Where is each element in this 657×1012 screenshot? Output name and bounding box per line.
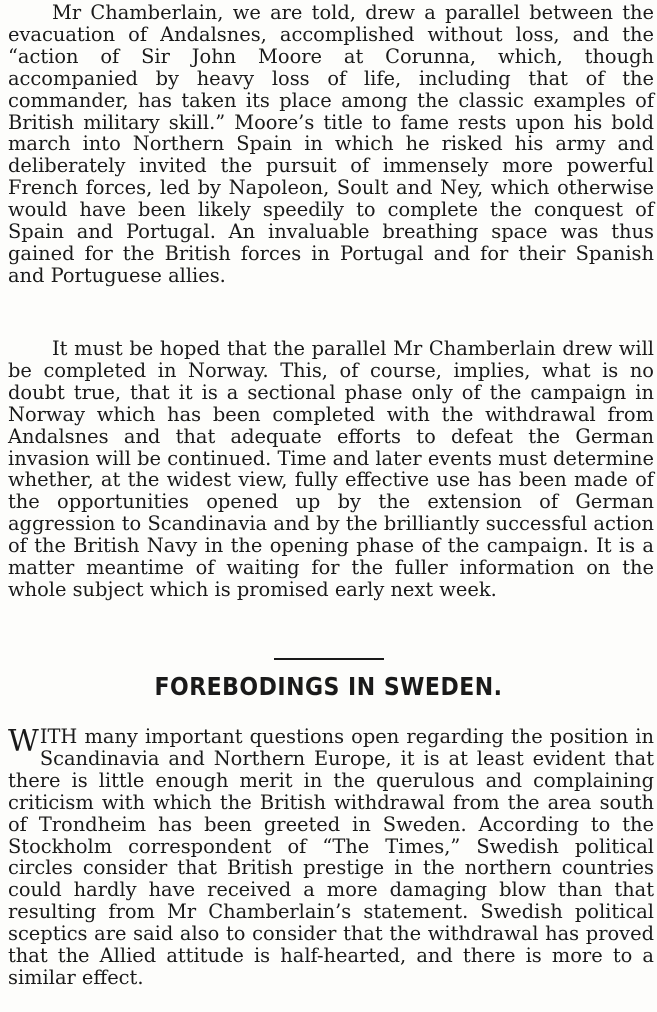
article-heading: FOREBODINGS IN SWEDEN. (154, 673, 503, 702)
paragraph-norway-campaign: It must be hoped that the parallel Mr Chamberlain drew will be completed in Norway. This, of course, implies, what is no doubt true, that it is a sectional phase only of the campaign in Norway which has been completed with the withdrawal from Andalsnes and that adequate efforts to defeat the German invasion will be continued. Time and later events must determine whether, at the widest view, fully effective use has been made of the opportunities opened up by the extension of German aggression to Scandinavia and by the brilliantly successful action of the British Navy in the opening phase of the campaign. It is a matter meantime of waiting for the fuller information on the whole subject which is promised early next week. (8, 337, 654, 601)
paragraph-chamberlain-parallel: Mr Chamberlain, we are told, drew a parallel between the evacuation of Andalsnes, accomplished without loss, and the “action of Sir John Moore at Corunna, which, though accompanied by heavy loss of life, including that of the commander, has taken its place among the classic examples of British military skill.” Moore’s title to fame rests upon his bold march into Northern Spain in which he risked his army and deliberately invited the pursuit of immensely more powerful French forces, led by Napoleon, Soult and Ney, which otherwise would have been likely speedily to complete the conquest of Spain and Portugal. An invaluable breathing space was thus gained for the British forces in Portugal and for their Spanish and Portuguese allies. (8, 1, 654, 287)
section-divider (274, 658, 384, 660)
drop-cap: W (8, 724, 39, 759)
first-word-rest: ITH (39, 725, 78, 748)
article-body-sweden (8, 726, 654, 989)
article-body-text: many important questions open regarding the position in Scandinavia and Northern Europe, it is at least evident that there is little enough merit in the querulous and complaining criticism with which the British withdrawal from the area south of Trondheim has been greeted in Sweden. According to the Stockholm correspondent of “The Times,” Swedish political circles consider that British prestige in the northern countries could hardly have received a more damaging blow than that resulting from Mr Chamberlain’s statement. Swedish political sceptics are said also to consider that the withdrawal has proved that the Allied attitude is half-hearted, and there is more to a similar effect. (8, 725, 654, 989)
